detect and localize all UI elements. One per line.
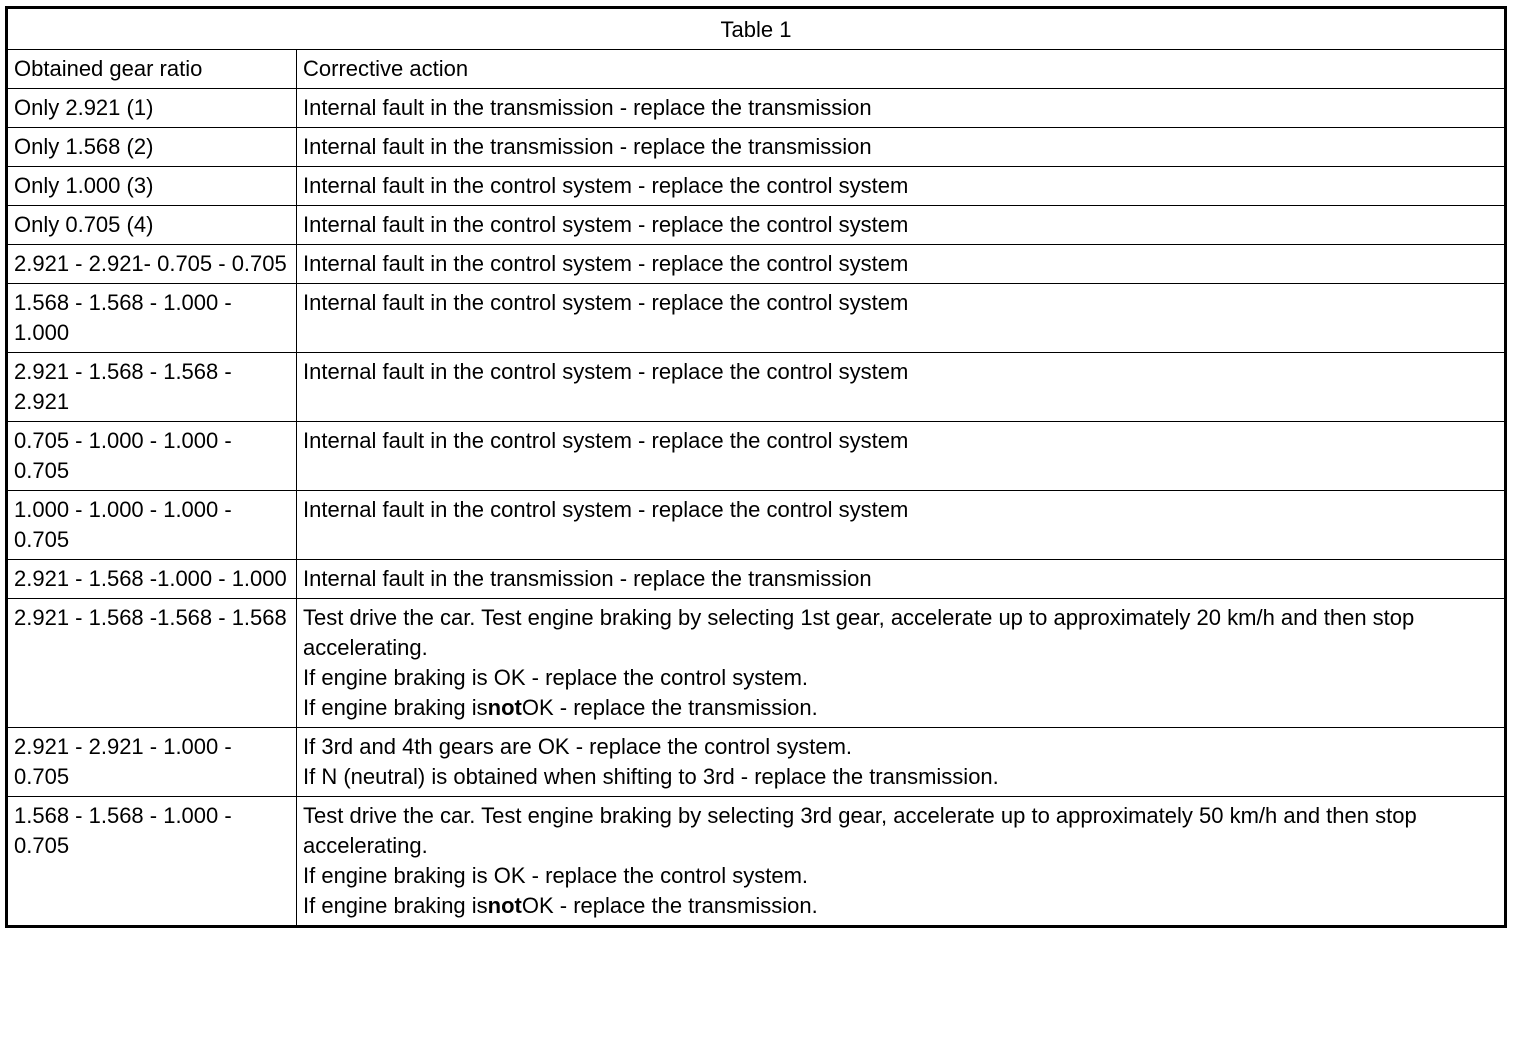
table-row <box>7 353 1506 422</box>
action-line: If engine braking is OK - replace the control system. <box>303 863 809 888</box>
action-line: Internal fault in the transmission - replace the transmission <box>303 134 872 159</box>
table-row <box>7 422 1506 491</box>
action-text: If engine braking is <box>303 695 488 720</box>
gear-ratio-cell: 2.921 - 1.568 -1.000 - 1.000 <box>7 560 297 599</box>
action-line: Internal fault in the transmission - replace the transmission <box>303 566 872 591</box>
gear-ratio-cell: 0.705 - 1.000 - 1.000 - 0.705 <box>7 422 297 491</box>
gear-ratio-cell: Only 1.568 (2) <box>7 128 297 167</box>
gear-ratio-cell: Only 1.000 (3) <box>7 167 297 206</box>
gear-ratio-cell: 1.000 - 1.000 - 1.000 - 0.705 <box>7 491 297 560</box>
action-line: Test drive the car. Test engine braking by selecting 1st gear, accelerate up to approximately 20 km/h and then stop accelerating. <box>303 605 1415 660</box>
corrective-action-cell <box>297 206 1506 245</box>
action-emphasis: not <box>487 893 522 918</box>
gear-ratio-table <box>5 6 1507 928</box>
corrective-action-cell <box>297 728 1506 797</box>
action-line: Internal fault in the control system - replace the control system <box>303 497 909 522</box>
table-row <box>7 206 1506 245</box>
header-corrective-action: Corrective action <box>297 50 1506 89</box>
action-text: If engine braking is <box>303 893 488 918</box>
gear-ratio-cell: 1.568 - 1.568 - 1.000 - 1.000 <box>7 284 297 353</box>
action-line: Internal fault in the control system - replace the control system <box>303 428 909 453</box>
action-line <box>303 693 1498 723</box>
table-row <box>7 128 1506 167</box>
action-text: OK - replace the transmission. <box>521 893 818 918</box>
table-row <box>7 89 1506 128</box>
corrective-action-cell <box>297 284 1506 353</box>
gear-ratio-cell: 2.921 - 1.568 - 1.568 - 2.921 <box>7 353 297 422</box>
corrective-action-cell <box>297 797 1506 927</box>
action-line <box>303 891 1498 921</box>
action-line: Internal fault in the transmission - replace the transmission <box>303 95 872 120</box>
gear-ratio-cell: 2.921 - 1.568 -1.568 - 1.568 <box>7 599 297 728</box>
table-row <box>7 728 1506 797</box>
gear-ratio-cell: Only 0.705 (4) <box>7 206 297 245</box>
corrective-action-cell <box>297 89 1506 128</box>
action-line: If engine braking is OK - replace the control system. <box>303 665 809 690</box>
header-obtained-gear-ratio: Obtained gear ratio <box>7 50 297 89</box>
table-row <box>7 560 1506 599</box>
table-row <box>7 491 1506 560</box>
table-row <box>7 284 1506 353</box>
action-line: Internal fault in the control system - replace the control system <box>303 212 909 237</box>
action-line: Test drive the car. Test engine braking by selecting 3rd gear, accelerate up to approximately 50 km/h and then stop accelerating. <box>303 803 1417 858</box>
gear-ratio-cell: Only 2.921 (1) <box>7 89 297 128</box>
action-line: If 3rd and 4th gears are OK - replace the control system. <box>303 734 853 759</box>
action-text: OK - replace the transmission. <box>521 695 818 720</box>
table-header-row <box>7 50 1506 89</box>
action-line: Internal fault in the control system - replace the control system <box>303 251 909 276</box>
corrective-action-cell <box>297 422 1506 491</box>
table-row <box>7 599 1506 728</box>
action-line: Internal fault in the control system - replace the control system <box>303 290 909 315</box>
action-emphasis: not <box>487 695 522 720</box>
corrective-action-cell <box>297 353 1506 422</box>
corrective-action-cell <box>297 491 1506 560</box>
gear-ratio-cell: 2.921 - 2.921- 0.705 - 0.705 <box>7 245 297 284</box>
table-caption: Table 1 <box>7 8 1506 50</box>
corrective-action-cell <box>297 167 1506 206</box>
corrective-action-cell <box>297 128 1506 167</box>
gear-ratio-cell: 1.568 - 1.568 - 1.000 - 0.705 <box>7 797 297 927</box>
gear-ratio-cell: 2.921 - 2.921 - 1.000 - 0.705 <box>7 728 297 797</box>
table-row <box>7 797 1506 927</box>
table-row <box>7 245 1506 284</box>
action-line: Internal fault in the control system - replace the control system <box>303 173 909 198</box>
action-line: If N (neutral) is obtained when shifting to 3rd - replace the transmission. <box>303 764 999 789</box>
corrective-action-cell <box>297 560 1506 599</box>
table-row <box>7 167 1506 206</box>
action-line: Internal fault in the control system - replace the control system <box>303 359 909 384</box>
corrective-action-cell <box>297 245 1506 284</box>
table-caption-row <box>7 8 1506 50</box>
corrective-action-cell <box>297 599 1506 728</box>
